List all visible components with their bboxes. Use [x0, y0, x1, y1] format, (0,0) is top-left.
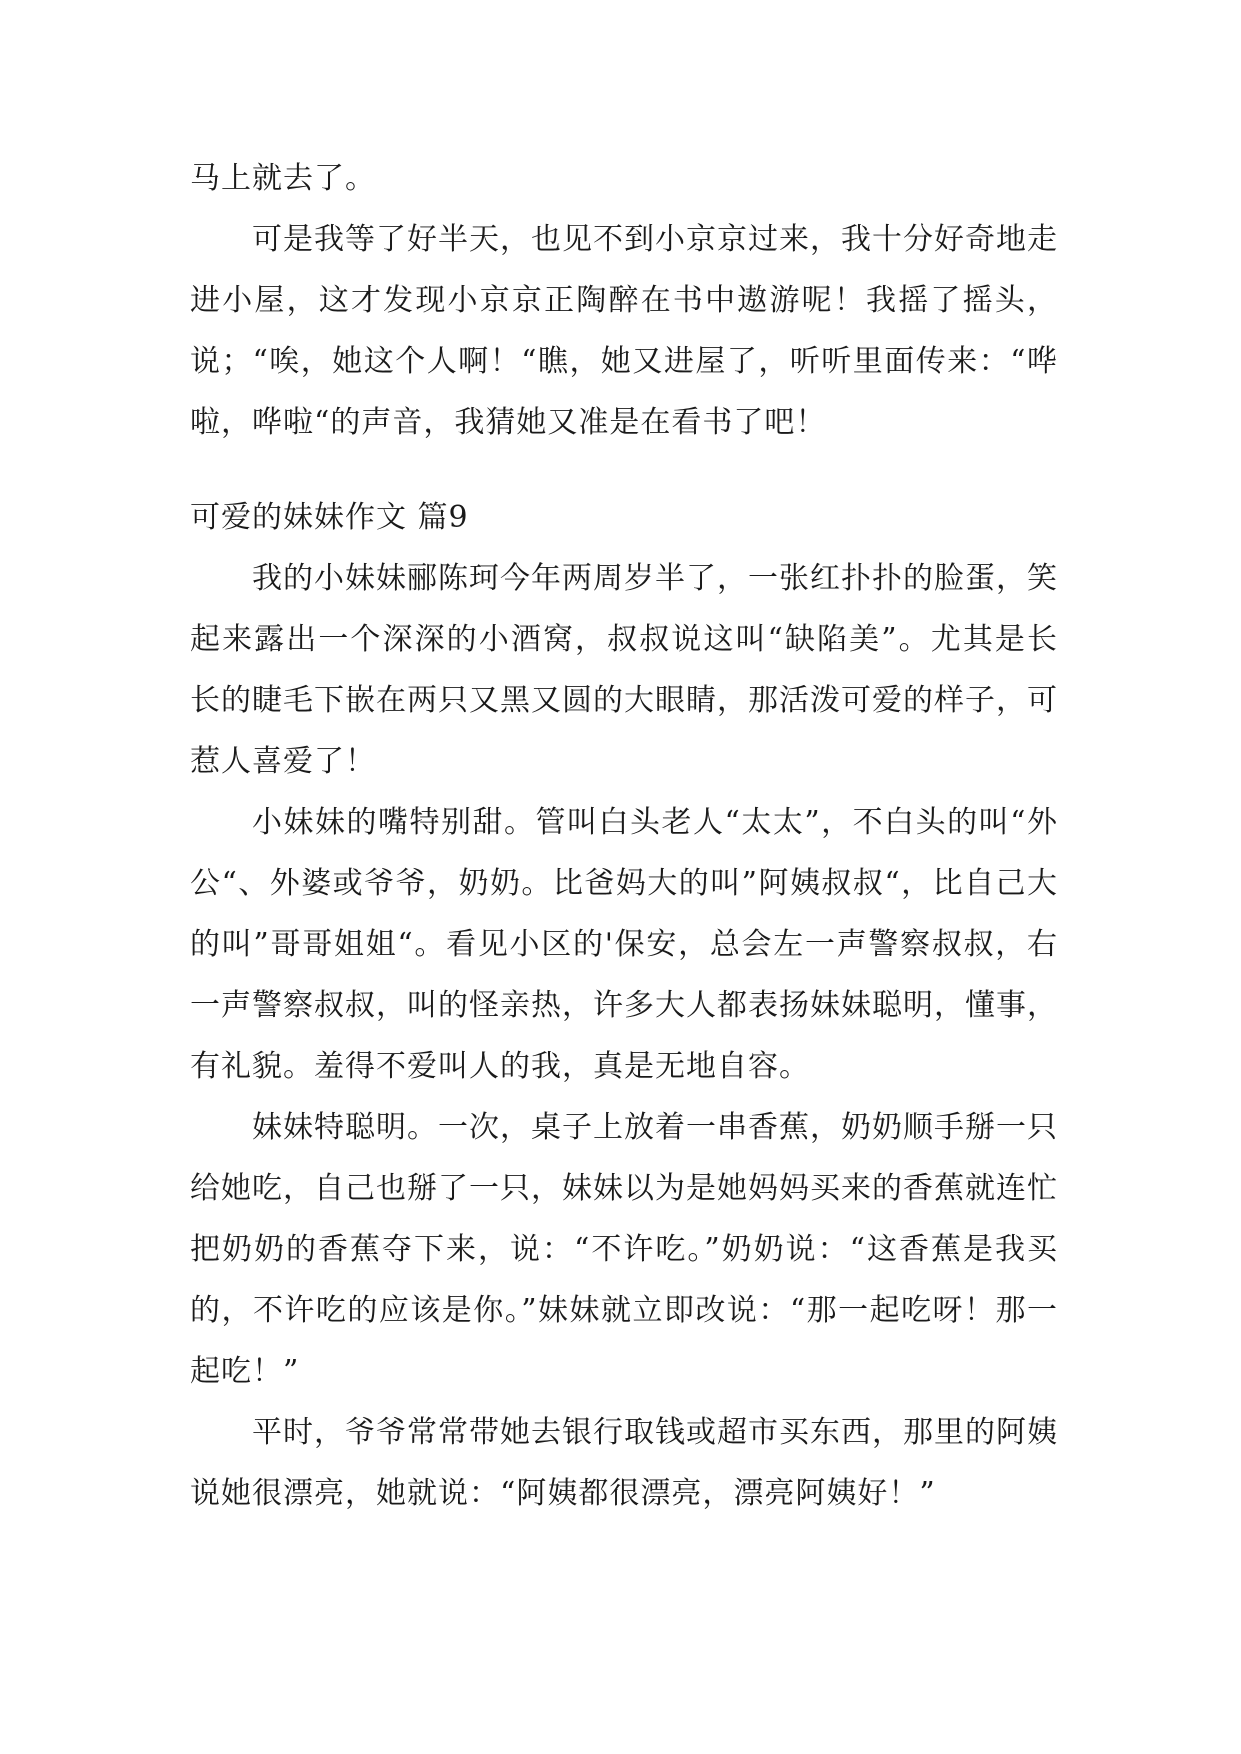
paragraph: 妹妹特聪明。一次，桌子上放着一串香蕉，奶奶顺手掰一只给她吃，自己也掰了一只，妹妹以为是她妈妈买来的香蕉就连忙把奶奶的香蕉夺下来，说：“不许吃。”奶奶说：“这香蕉是我买的，不许吃的应该是你。”妹妹就立即改说：“那一起吃呀！那一起吃！”: [190, 1110, 1058, 1389]
paragraph: 我的小妹妹郦陈珂今年两周岁半了，一张红扑扑的脸蛋，笑起来露出一个深深的小酒窝，叔叔说这叫“缺陷美”。尤其是长长的睫毛下嵌在两只又黑又圆的大眼睛，那活泼可爱的样子，可惹人喜爱了！: [190, 561, 1058, 779]
paragraph-continued: 马上就去了。: [190, 161, 376, 196]
document-page: [190, 148, 1058, 1524]
paragraph: 平时，爷爷常常带她去银行取钱或超市买东西，那里的阿姨说她很漂亮，她就说：“阿姨都很漂亮，漂亮阿姨好！”: [190, 1415, 1058, 1511]
paragraph: 可是我等了好半天，也见不到小京京过来，我十分好奇地走进小屋，这才发现小京京正陶醉在书中遨游呢！我摇了摇头，说；“唉，她这个人啊！“瞧，她又进屋了，听听里面传来：“哗啦，哗啦“的声音，我猜她又准是在看书了吧！: [190, 222, 1058, 440]
paragraph: 小妹妹的嘴特别甜。管叫白头老人“太太”，不白头的叫“外公“、外婆或爷爷，奶奶。比爸妈大的叫”阿姨叔叔“，比自己大的叫”哥哥姐姐“。看见小区的'保安，总会左一声警察叔叔，右一声警察叔叔，叫的怪亲热，许多大人都表扬妹妹聪明，懂事，有礼貌。羞得不爱叫人的我，真是无地自容。: [190, 805, 1058, 1084]
section-heading: 可爱的妹妹作文 篇9: [190, 500, 469, 535]
